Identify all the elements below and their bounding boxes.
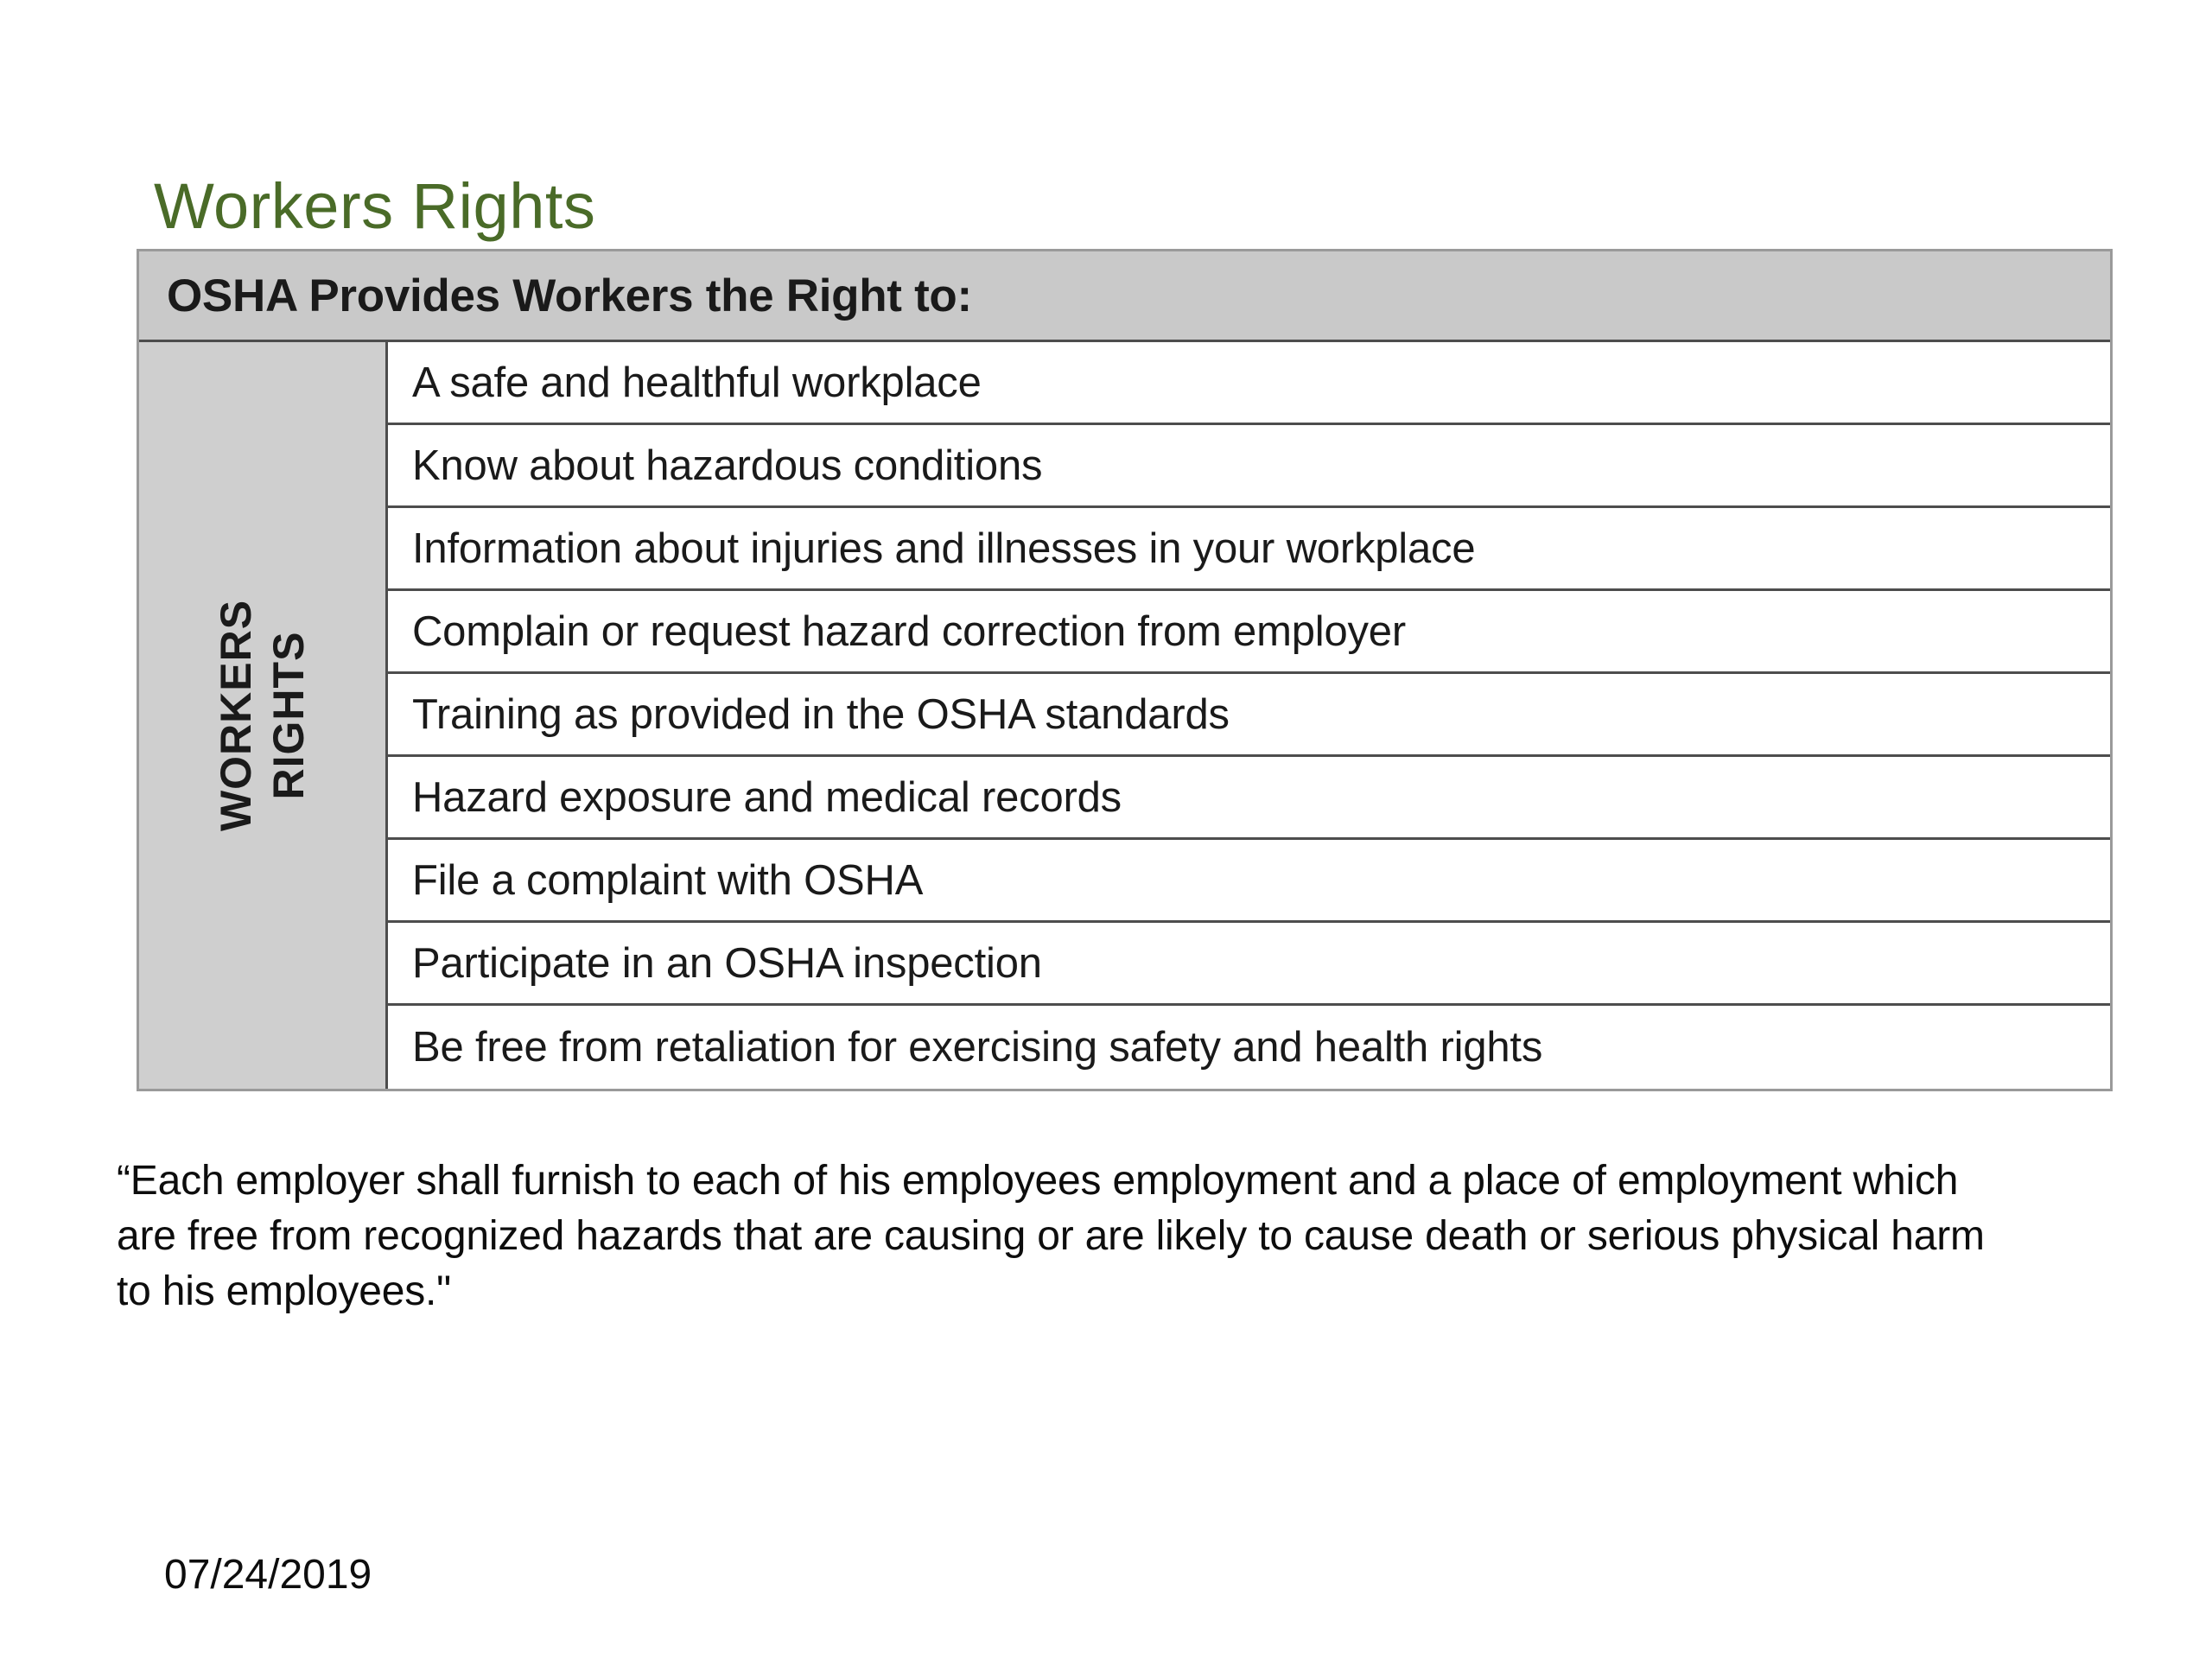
table-header-label: OSHA Provides Workers the Right to:	[167, 270, 972, 321]
table-cell-text: Participate in an OSHA inspection	[412, 939, 1042, 987]
table-header-row	[139, 251, 2110, 342]
side-label-line-2: RIGHTS	[264, 631, 313, 800]
page-title: Workers Rights	[154, 170, 596, 242]
table-cell-text: Know about hazardous conditions	[412, 442, 1043, 489]
table-row	[388, 1006, 2110, 1089]
table-row	[388, 342, 2110, 425]
table-cell-text: Be free from retaliation for exercising safety and health rights	[412, 1024, 1543, 1071]
side-label-line-1: WORKERS	[211, 599, 260, 832]
workers-rights-table	[137, 249, 2113, 1091]
table-cell-text: File a complaint with OSHA	[412, 856, 924, 904]
table-cell-text: Complain or request hazard correction from employer	[412, 607, 1406, 655]
table-row	[388, 674, 2110, 757]
table-cell-text: Information about injuries and illnesses in your workplace	[412, 524, 1476, 572]
table-rows	[388, 342, 2110, 1089]
table-row	[388, 923, 2110, 1006]
table-row	[388, 425, 2110, 508]
table-row	[388, 757, 2110, 840]
osha-quote-text: “Each employer shall furnish to each of his employees employment and a place of employment which are free from recognized hazards that are causing or are likely to cause death or serious physical harm to his employees."	[117, 1158, 1985, 1314]
table-row	[388, 508, 2110, 591]
table-row	[388, 591, 2110, 674]
table-cell-text: A safe and healthful workplace	[412, 359, 982, 406]
table-cell-text: Hazard exposure and medical records	[412, 773, 1122, 821]
table-side-label-text	[210, 600, 315, 831]
table-side-label	[139, 342, 388, 1089]
slide-date: 07/24/2019	[164, 1552, 372, 1598]
table-cell-text: Training as provided in the OSHA standards	[412, 690, 1230, 738]
table-row	[388, 840, 2110, 923]
table-body	[139, 342, 2110, 1089]
